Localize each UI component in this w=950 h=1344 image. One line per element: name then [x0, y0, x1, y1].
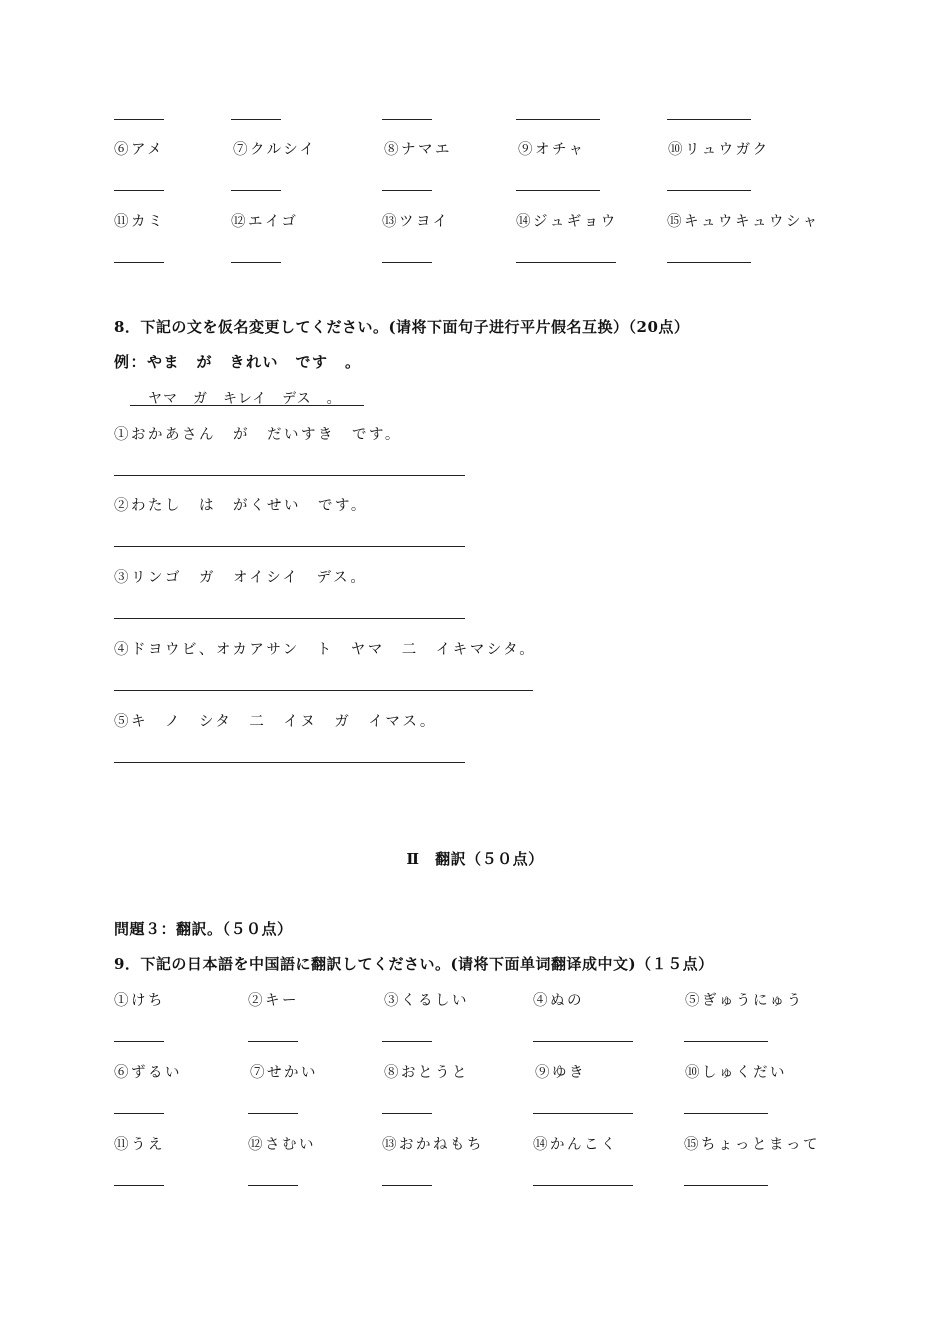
- answer-blank: [667, 190, 751, 191]
- answer-blank: [231, 262, 281, 263]
- answer-blank: [114, 1041, 164, 1042]
- answer-blank: [382, 190, 432, 191]
- answer-line: [114, 618, 465, 619]
- vocab-item: ⑩リュウガク: [668, 142, 770, 158]
- vocab-item: ⑤ぎゅうにゅう: [685, 993, 804, 1009]
- vocab-item: ⑨オチャ: [518, 142, 586, 158]
- answer-blank: [684, 1041, 768, 1042]
- answer-blank: [231, 190, 281, 191]
- vocab-item: ⑮ちょっとまって: [684, 1137, 820, 1153]
- answer-line: [114, 475, 465, 476]
- vocab-item: ⑬おかねもち: [382, 1137, 484, 1153]
- answer-blank: [667, 119, 751, 120]
- vocab-item: ⑦クルシイ: [233, 142, 317, 158]
- answer-blank: [382, 1113, 432, 1114]
- sentence-item: ①おかあさん が だいすき です。: [114, 427, 402, 443]
- answer-blank: [248, 1185, 298, 1186]
- answer-blank: [114, 119, 164, 120]
- example-answer: [130, 388, 364, 406]
- vocab-item: ⑨ゆき: [535, 1065, 586, 1081]
- answer-blank: [533, 1185, 633, 1186]
- answer-blank: [382, 1041, 432, 1042]
- part-title: Ⅱ 翻訳（５０点）: [406, 850, 544, 868]
- answer-line: [114, 762, 465, 763]
- vocab-item: ⑧おとうと: [384, 1065, 469, 1081]
- vocab-item: ⑭かんこく: [533, 1137, 618, 1153]
- vocab-item: ③くるしい: [384, 993, 469, 1009]
- answer-blank: [516, 190, 600, 191]
- example-sentence: 例：やま が きれい です 。: [114, 353, 362, 371]
- vocab-item: ⑧ナマエ: [384, 142, 452, 158]
- answer-blank: [533, 1041, 633, 1042]
- section-heading: 8．下記の文を仮名変更してください。(请将下面句子进行平片假名互换）（20点）: [114, 318, 690, 336]
- answer-blank: [114, 190, 164, 191]
- sentence-item: ⑤キ ノ シタ 二 イヌ ガ イマス。: [114, 714, 437, 730]
- answer-blank: [382, 119, 432, 120]
- vocab-item: ⑫エイゴ: [231, 214, 299, 230]
- example-answer-text: ヤマ ガ キレイ デス 。: [148, 391, 342, 407]
- answer-blank: [114, 262, 164, 263]
- answer-blank: [684, 1185, 768, 1186]
- question-title: 問題３：翻訳。（５０点）: [114, 920, 293, 938]
- vocab-item: ⑩しゅくだい: [685, 1065, 787, 1081]
- vocab-item: ⑬ツヨイ: [382, 214, 450, 230]
- vocab-item: ⑦せかい: [250, 1065, 318, 1081]
- sentence-item: ④ドヨウビ、オカアサン ト ヤマ 二 イキマシタ。: [114, 642, 537, 658]
- sentence-item: ③リンゴ ガ オイシイ デス。: [114, 570, 368, 586]
- vocab-item: ④ぬの: [533, 993, 584, 1009]
- vocab-item: ⑪カミ: [114, 214, 165, 230]
- answer-blank: [533, 1113, 633, 1114]
- answer-blank: [231, 119, 281, 120]
- vocab-item: ⑥アメ: [114, 142, 165, 158]
- answer-blank: [248, 1113, 298, 1114]
- answer-blank: [382, 262, 432, 263]
- answer-blank: [516, 262, 616, 263]
- answer-blank: [684, 1113, 768, 1114]
- sentence-item: ②わたし は がくせい です。: [114, 498, 368, 514]
- vocab-item: ⑪うえ: [114, 1137, 165, 1153]
- answer-blank: [248, 1041, 298, 1042]
- vocab-item: ②キー: [248, 993, 299, 1009]
- section-heading: 9．下記の日本語を中国語に翻訳してください。(请将下面单词翻译成中文)（１５点）: [114, 955, 714, 973]
- vocab-item: ⑭ジュギョウ: [516, 214, 618, 230]
- answer-blank: [382, 1185, 432, 1186]
- answer-blank: [114, 1113, 164, 1114]
- answer-blank: [667, 262, 751, 263]
- vocab-item: ①けち: [114, 993, 165, 1009]
- answer-blank: [516, 119, 600, 120]
- vocab-item: ⑫さむい: [248, 1137, 316, 1153]
- vocab-item: ⑮キュウキュウシャ: [667, 214, 820, 230]
- answer-blank: [114, 1185, 164, 1186]
- answer-line: [114, 690, 533, 691]
- answer-line: [114, 546, 465, 547]
- vocab-item: ⑥ずるい: [114, 1065, 182, 1081]
